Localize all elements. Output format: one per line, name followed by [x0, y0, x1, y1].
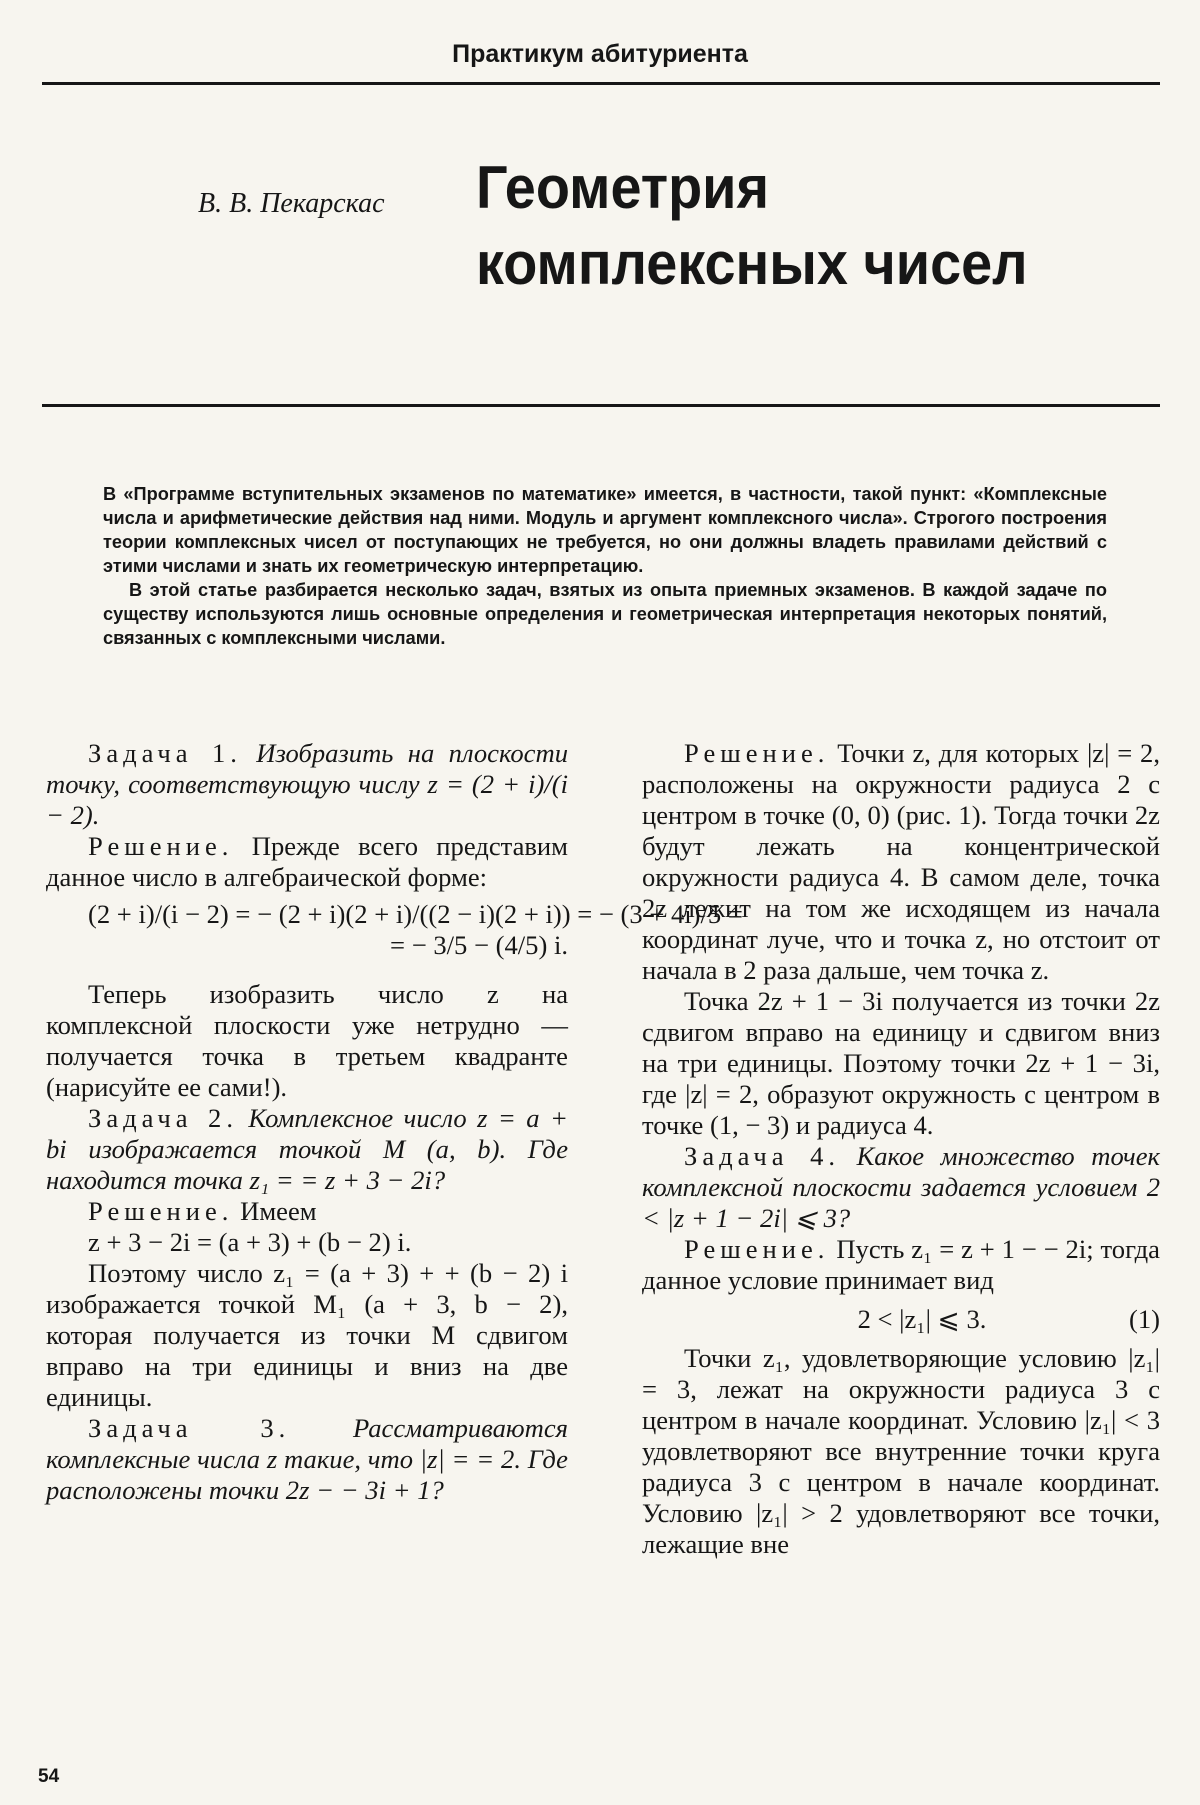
equation-2: = − 3/5 − (4/5) i. [390, 930, 568, 960]
solution-2 [46, 1196, 568, 1227]
title-line-2: комплексных чисел [476, 230, 1028, 297]
solution-4-label: Решение. [684, 1234, 830, 1264]
solution-4-continued: Точки z₁, удовлетворяющие условию |z₁| = 3, лежат на окружности радиуса 3 с центром в начале координат. Условию |z₁| < 3 удовлетворяют все внутренние точки круга радиуса 3 с центром в начале координат. Условию |z₁| > 2 удовлетворяют все точки, лежащие вне [642, 1343, 1160, 1559]
solution-3-label: Решение. [684, 738, 830, 768]
article-title [476, 150, 1028, 302]
solution-1-text: Прежде всего представим данное число в алгебраической форме: [46, 831, 568, 892]
equation-4: 2 < |z₁| ⩽ 3. [857, 1304, 987, 1334]
task-4 [642, 1141, 1160, 1234]
right-column [642, 738, 1160, 1560]
solution-4 [642, 1234, 1160, 1296]
title-rule [42, 404, 1160, 407]
equation-1: (2 + i)/(i − 2) = − (2 + i)(2 + i)/((2 − i)(2 + i)) = − (3 + 4i)/5 = [88, 899, 743, 929]
abstract [103, 482, 1107, 650]
task-1 [46, 738, 568, 831]
solution-1-continued: Теперь изобразить число z на комплексной плоскости уже нетрудно — получается точка в третьем квадранте (нарисуйте ее сами!). [46, 979, 568, 1102]
title-line-1: Геометрия [476, 154, 770, 221]
task-2-text: Комплексное число z = a + bi изображается точкой M (a, b). Где находится точка z₁ = = z + 3 − 2i? [46, 1103, 568, 1195]
abstract-paragraph-1: В «Программе вступительных экзаменов по математике» имеется, в частности, такой пункт: «Комплексные числа и арифметические действия над ними. Модуль и аргумент комплексного числа». Строгого построения теории комплексных чисел от поступающих не требуется, но они должны владеть правилами действий с этими числами и знать их геометрическую интерпретацию. [103, 484, 1107, 576]
top-rule [42, 82, 1160, 85]
solution-1 [46, 831, 568, 893]
task-3-label: Задача 3. [88, 1413, 291, 1443]
task-1-text: Изобразить на плоскости точку, соответствующую числу z = (2 + i)/(i − 2). [46, 738, 568, 830]
solution-2-text: Имеем [240, 1196, 317, 1226]
author: В. В. Пекарскас [198, 188, 385, 219]
equation-4-row [642, 1304, 1160, 1335]
solution-4-text: Пусть z₁ = z + 1 − − 2i; тогда данное условие принимает вид [642, 1234, 1160, 1295]
task-1-label: Задача 1. [88, 738, 242, 768]
solution-1-label: Решение. [88, 831, 234, 861]
task-4-text: Какое множество точек комплексной плоскости задается условием 2 < |z + 1 − 2i| ⩽ 3? [642, 1141, 1160, 1233]
page-number: 54 [38, 1766, 60, 1787]
left-column [46, 738, 743, 1506]
solution-3-continued: Точка 2z + 1 − 3i получается из точки 2z сдвигом вправо на единицу и сдвигом вниз на три единицы. Поэтому точки 2z + 1 − 3i, где |z| = 2, образуют окружность с центром в точке (1, − 3) и радиуса 4. [642, 986, 1160, 1140]
solution-3-text: Точки z, для которых |z| = 2, расположены на окружности радиуса 2 с центром в точке (0, 0) (рис. 1). Тогда точки 2z будут лежать на концентрической окружности радиуса 4. В самом деле, точка 2z лежит на том же исходящем из начала координат луче, что и точка z, но отстоит от начала в 2 раза дальше, чем точка z. [642, 738, 1160, 985]
task-3-text: Рассматриваются комплексные числа z такие, что |z| = = 2. Где расположены точки 2z − − 3i + 1? [46, 1413, 568, 1505]
equation-3: z + 3 − 2i = (a + 3) + (b − 2) i. [88, 1227, 412, 1257]
task-2 [46, 1103, 568, 1196]
solution-3 [642, 738, 1160, 986]
task-2-label: Задача 2. [88, 1103, 238, 1133]
section-label: Практикум абитуриента [452, 40, 748, 68]
task-4-label: Задача 4. [684, 1141, 841, 1171]
abstract-paragraph-2: В этой статье разбирается несколько задач, взятых из опыта приемных экзаменов. В каждой задаче по существу используются лишь основные определения и геометрическая интерпретация некоторых понятий, связанных с комплексными числами. [103, 580, 1107, 648]
equation-4-number: (1) [1128, 1304, 1160, 1334]
solution-2-label: Решение. [88, 1196, 234, 1226]
task-3 [46, 1413, 568, 1506]
solution-2-continued: Поэтому число z₁ = (a + 3) + + (b − 2) i изображается точкой M₁ (a + 3, b − 2), которая получается из точки M сдвигом вправо на три единицы и вниз на две единицы. [46, 1258, 568, 1412]
